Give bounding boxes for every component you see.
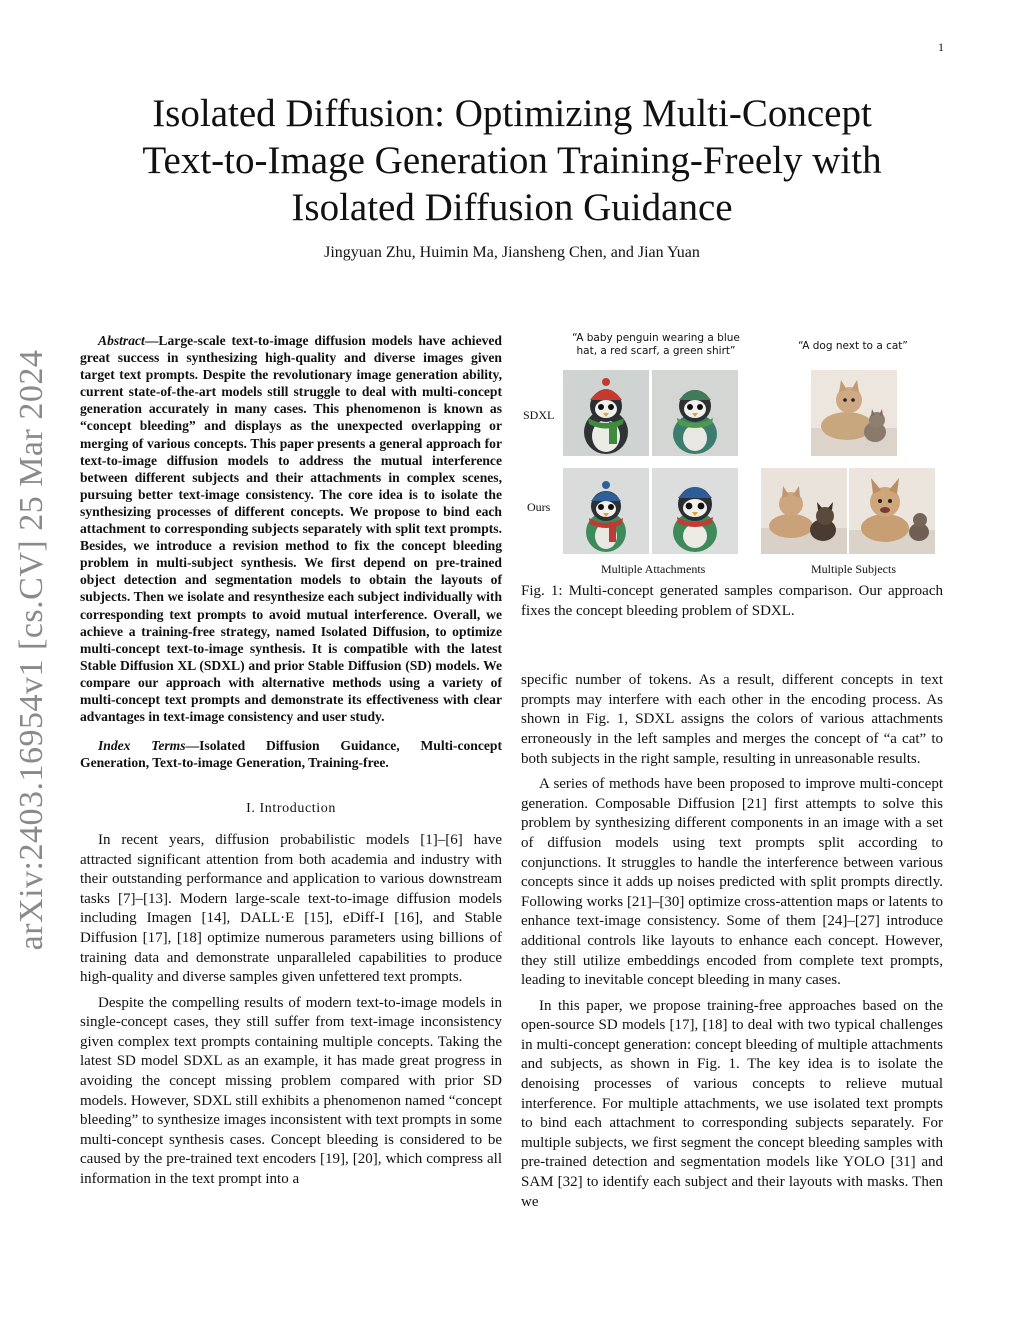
ours-penguin-image-1: [563, 468, 649, 554]
ours-penguin-image-2: [652, 468, 738, 554]
index-terms-text: —Isolated Diffusion Guidance, Multi-concept Generation, Text-to-image Generation, Training-free.: [80, 738, 503, 771]
paper-title: Isolated Diffusion: Optimizing Multi-Concept Text-to-Image Generation Training-Freely with Isolated Diffusion Guidance: [142, 92, 882, 229]
right-paragraph-3: In this paper, we propose training-free approaches based on the open-source SD models [17], [18] to deal with two typical challenges in multi-concept generation: concept bleeding of multiple attachments and subjects, as shown in Fig. 1. The key idea is to isolate the denoising processes of various concepts to relieve mutual interference. For multiple attachments, we use isolated text prompts to bind each attachment to corresponding subjects separately. For multiple subjects, we first segment the concept bleeding samples with pre-trained detection and segmentation models like YOLO [31] and SAM [32] to identify each subject and their layouts with masks. Then we: [521, 997, 943, 1210]
right-column: [521, 332, 943, 1218]
intro-paragraph-1: In recent years, diffusion probabilistic models [1]–[6] have attracted significant attention from both academia and industry with their outstanding performance and application to various downstream tasks [7]–[13]. Modern large-scale text-to-image diffusion models including Imagen [14], DALL·E [15], eDiff-I [16], and Stable Diffusion [17], [18] optimize numerous parameters using billions of training data and demonstrate unparalleled capabilities to produce high-quality and diverse samples given unfettered text prompts.: [80, 831, 502, 986]
left-column: [80, 332, 502, 1196]
abstract: [80, 332, 502, 725]
figure-label-multiple-attachments: Multiple Attachments: [601, 562, 706, 576]
figure-prompt-dog-cat: “A dog next to a cat”: [798, 340, 908, 352]
ours-dog-cat-image-2: [849, 468, 935, 554]
figure-prompt-penguin: “A baby penguin wearing a blue hat, a red scarf, a green shirt”: [572, 332, 740, 357]
row-label-sdxl: SDXL: [523, 408, 555, 422]
abstract-text: —Large-scale text-to-image diffusion models have achieved great success in synthesizing high-quality and diverse images given target text prompts. Despite the revolutionary image generation ability, current state-of-the-art models still struggle to deal with multi-concept generation accurately in many cases. This phenomenon is known as “concept bleeding” and displays as the unexpected overlapping or merging of various concepts. This paper presents a general approach for text-to-image diffusion models to address the mutual interference between different subjects and their attachments in complex scenes, pursuing better text-image consistency. The core idea is to isolate the synthesizing processes of different concepts. We propose to bind each attachment to corresponding subjects separately with split text prompts. Besides, we introduce a revision method to fix the concept bleeding problem in multi-subject synthesis. We first depend on pre-trained object detection and segmentation models to obtain the layouts of subjects. Then we isolate and resynthesize each subject individually with corresponding text prompts to avoid mutual interference. Overall, we achieve a training-free strategy, named Isolated Diffusion, to optimize multi-concept text-to-image synthesis. It is compatible with the latest Stable Diffusion XL (SDXL) and prior Stable Diffusion (SD) models. We compare our approach with alternative methods using a variety of multi-concept text prompts and demonstrate its effectiveness with clear advantages in text-image consistency and user study.: [80, 333, 502, 725]
arxiv-identifier-stamp: arXiv:2403.16954v1 [cs.CV] 25 Mar 2024: [13, 349, 50, 951]
right-paragraph-2: A series of methods have been proposed to improve multi-concept generation. Composable Diffusion [21] first attempts to solve this problem by synthesizing different components in an image with a set of diffusion models using text prompts split according to conjunctions. It struggles to handle the interference between various concepts since it adds up noises predicted with split prompts directly. Following works [21]–[30] optimize cross-attention maps or latents to enhance text-image consistency. Some of them [24]–[27] introduce additional controls like layouts to enhance each concept. However, they still utilize embeddings encoded from complete text prompts, leading to inevitable concept bleeding in many cases.: [521, 776, 943, 989]
index-terms-lead: Index Terms: [98, 738, 186, 754]
sdxl-penguin-image-1: [563, 370, 649, 456]
row-label-ours: Ours: [527, 500, 551, 514]
intro-paragraph-2: Despite the compelling results of modern text-to-image models in single-concept cases, they still suffer from text-image inconsistency given complex text prompts containing multiple concepts. Taking the latest SD model SDXL as an example, it has made great progress in avoiding the concept missing problem compared with prior SD models. However, SDXL still exhibits a phenomenon named “concept bleeding” to synthesize images inconsistent with text prompts in some multi-concept synthesis cases. Concept bleeding is considered to be caused by the pre-trained text encoders [19], [20], which compress all information in the text prompt into a: [80, 994, 503, 1188]
section-heading-introduction: I. Introduction: [246, 801, 336, 817]
right-paragraph-1: specific number of tokens. As a result, different concepts in text prompts may interfere with each other in the encoding process. As shown in Fig. 1, SDXL assigns the colors of various attachments erroneously in the left samples and merges the concept of “a cat” to both subjects in the right sample, resulting in unreasonable results.: [521, 672, 943, 767]
ours-dog-cat-image-1: [761, 468, 847, 554]
sdxl-penguin-image-2: [652, 370, 738, 456]
figure-label-multiple-subjects: Multiple Subjects: [811, 562, 896, 576]
abstract-lead: Abstract: [98, 333, 145, 348]
page-number: 1: [938, 40, 944, 54]
figure-1: [521, 332, 943, 576]
sdxl-dog-cat-image: [811, 370, 897, 456]
figure-caption: Fig. 1: Multi-concept generated samples comparison. Our approach fixes the concept bleeding problem of SDXL.: [521, 583, 943, 619]
index-terms: [80, 737, 502, 771]
author-list: Jingyuan Zhu, Huimin Ma, Jiansheng Chen, and Jian Yuan: [324, 244, 700, 261]
